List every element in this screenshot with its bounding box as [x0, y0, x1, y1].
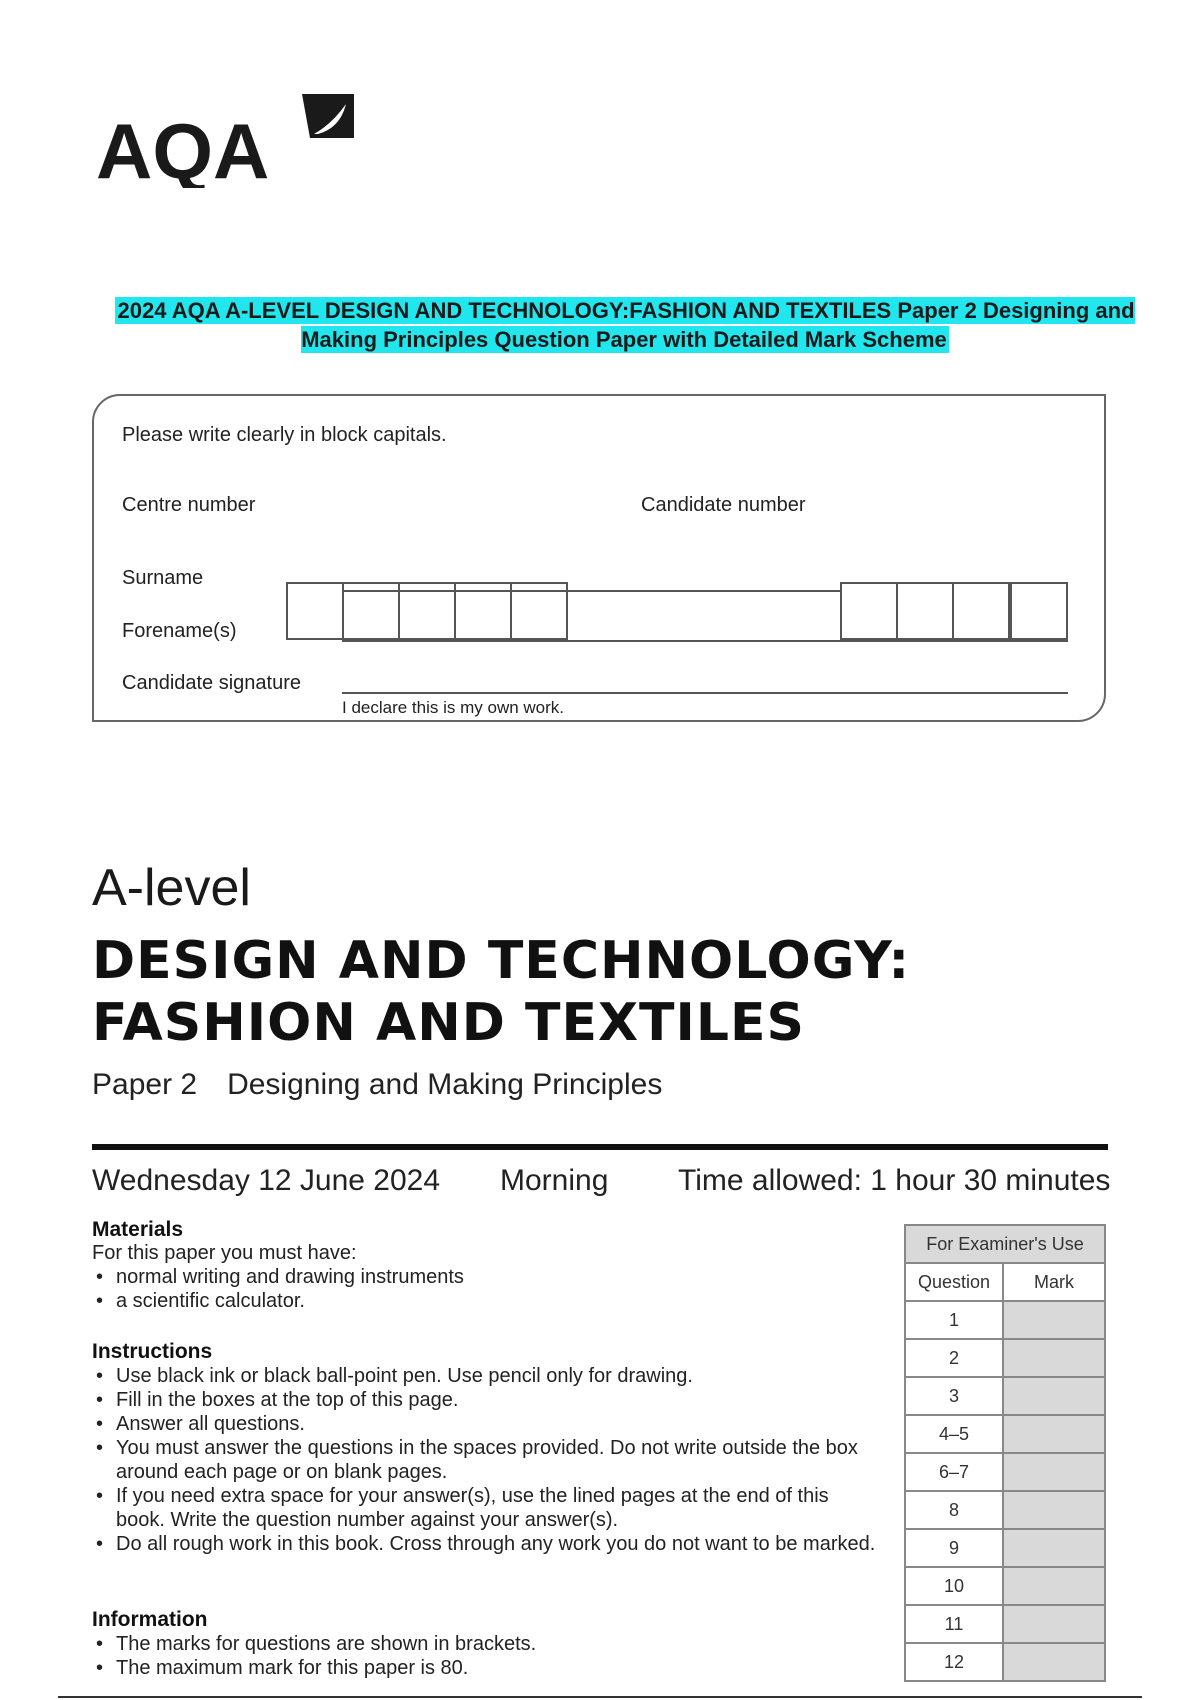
question-column-header: Question: [905, 1263, 1003, 1301]
qualification-level: A-level: [92, 859, 251, 917]
centre-number-box[interactable]: [286, 582, 344, 640]
mark-cell: [1003, 1643, 1105, 1681]
time-allowed: Time allowed: 1 hour 30 minutes: [678, 1164, 1111, 1197]
forenames-field[interactable]: [342, 640, 1068, 642]
subject-title: [92, 930, 910, 1054]
mark-cell: [1003, 1567, 1105, 1605]
subject-title-line2: FASHION AND TEXTILES: [92, 993, 805, 1053]
question-number: 12: [905, 1643, 1003, 1681]
mark-cell: [1003, 1377, 1105, 1415]
list-item: • You must answer the questions in the spaces provided. Do not write outside the box around each page or on blank pages.: [92, 1436, 882, 1484]
information-section: [92, 1608, 882, 1680]
surname-field[interactable]: [342, 590, 842, 592]
centre-number-label: Centre number: [122, 494, 256, 516]
mark-cell: [1003, 1491, 1105, 1529]
question-number: 3: [905, 1377, 1003, 1415]
table-row: [905, 1605, 1105, 1643]
mark-cell: [1003, 1301, 1105, 1339]
information-list: [92, 1632, 882, 1680]
surname-label: Surname: [122, 567, 204, 589]
mark-cell: [1003, 1605, 1105, 1643]
candidate-number-box[interactable]: [896, 582, 954, 640]
list-item: • If you need extra space for your answer(s), use the lined pages at the end of this book. Write the question number against your answer(s).: [92, 1484, 882, 1532]
list-item: • Fill in the boxes at the top of this page.: [92, 1388, 882, 1412]
table-row: [905, 1491, 1105, 1529]
candidate-number-box[interactable]: [952, 582, 1010, 640]
instructions-heading: Instructions: [92, 1340, 213, 1363]
table-row: [905, 1453, 1105, 1491]
aqa-logo: [96, 88, 366, 188]
question-number: 9: [905, 1529, 1003, 1567]
question-number: 2: [905, 1339, 1003, 1377]
aqa-logo-text: AQA: [96, 107, 270, 188]
table-row: [905, 1567, 1105, 1605]
question-number: 6–7: [905, 1453, 1003, 1491]
declaration-text: I declare this is my own work.: [342, 698, 565, 717]
subject-title-line1: DESIGN AND TECHNOLOGY:: [92, 931, 911, 991]
table-row: [905, 1529, 1105, 1567]
document-title: [80, 296, 1170, 354]
table-row: [905, 1301, 1105, 1339]
paper-number: Paper 2: [92, 1068, 198, 1101]
heading-divider: [92, 1144, 1108, 1150]
mark-cell: [1003, 1453, 1105, 1491]
mark-cell: [1003, 1415, 1105, 1453]
page-bottom-rule: [58, 1696, 1142, 1698]
instructions-section: [92, 1340, 882, 1556]
mark-cell: [1003, 1529, 1105, 1567]
candidate-number-label: Candidate number: [641, 494, 806, 516]
table-row: [905, 1339, 1105, 1377]
mark-cell: [1003, 1339, 1105, 1377]
mark-column-header: Mark: [1003, 1263, 1105, 1301]
list-item: • Do all rough work in this book. Cross through any work you do not want to be marked.: [92, 1532, 882, 1556]
candidate-number-box[interactable]: [840, 582, 898, 640]
exam-date: Wednesday 12 June 2024: [92, 1164, 441, 1197]
forenames-label: Forename(s): [122, 620, 237, 642]
materials-intro: For this paper you must have:: [92, 1242, 357, 1264]
exam-session: Morning: [500, 1164, 609, 1197]
list-item: • Answer all questions.: [92, 1412, 882, 1436]
table-row: [905, 1377, 1105, 1415]
list-item: • The marks for questions are shown in brackets.: [92, 1632, 882, 1656]
question-number: 1: [905, 1301, 1003, 1339]
materials-section: [92, 1218, 882, 1313]
list-item: • The maximum mark for this paper is 80.: [92, 1656, 882, 1680]
list-item: • a scientific calculator.: [92, 1289, 882, 1313]
question-number: 4–5: [905, 1415, 1003, 1453]
list-item: • Use black ink or black ball-point pen. Use pencil only for drawing.: [92, 1364, 882, 1388]
information-heading: Information: [92, 1608, 208, 1631]
table-row: [905, 1415, 1105, 1453]
signature-label: Candidate signature: [122, 672, 302, 694]
paper-title: Designing and Making Principles: [227, 1068, 663, 1101]
question-number: 11: [905, 1605, 1003, 1643]
aqa-logo-mark: [96, 88, 366, 188]
paper-heading: [92, 1068, 662, 1102]
list-item: • normal writing and drawing instruments: [92, 1265, 882, 1289]
question-number: 10: [905, 1567, 1003, 1605]
examiner-table-title: For Examiner's Use: [905, 1225, 1105, 1263]
materials-heading: Materials: [92, 1218, 184, 1241]
examiner-use-table: [904, 1224, 1106, 1682]
document-title-text: 2024 AQA A-LEVEL DESIGN AND TECHNOLOGY:FASHION AND TEXTILES Paper 2 Designing and Making Principles Question Paper with Detailed Mark Scheme: [117, 298, 1135, 352]
instructions-list: [92, 1364, 882, 1556]
block-capitals-instruction: Please write clearly in block capitals.: [122, 424, 447, 446]
candidate-number-box[interactable]: [1010, 582, 1068, 640]
table-row: [905, 1643, 1105, 1681]
question-number: 8: [905, 1491, 1003, 1529]
signature-field[interactable]: [342, 692, 1068, 694]
materials-list: [92, 1265, 882, 1313]
